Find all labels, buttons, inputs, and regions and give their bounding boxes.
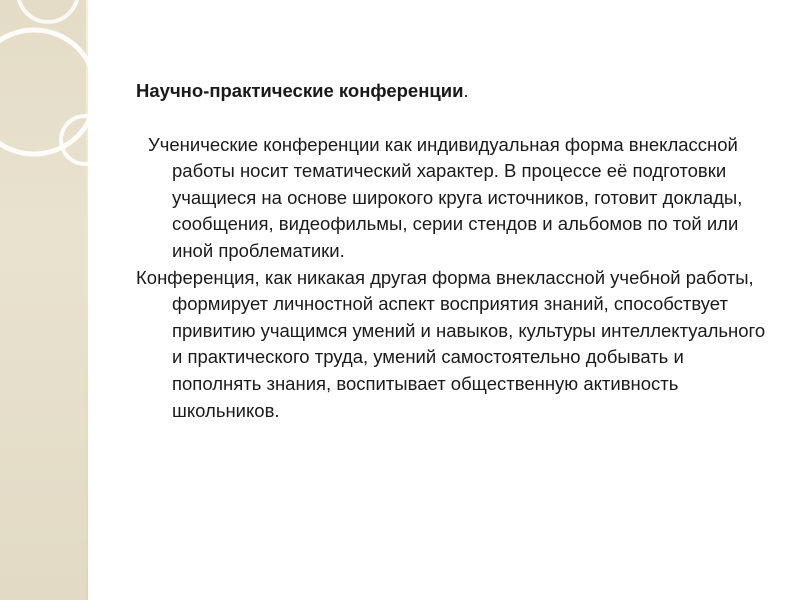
slide-title-period: . — [463, 80, 469, 101]
paragraph-student-conferences: Ученические конференции как индивидуальная форма внеклассной работы носит тематический характер. В процессе её подготовки учащиеся на основе широкого круга источников, готовит доклады, сообщения, видеофильмы, серии стендов и альбомов по той или иной проблематики. — [148, 133, 743, 261]
slide-title — [136, 78, 776, 105]
slide-title-text: Научно-практические конференции — [136, 80, 464, 101]
paragraph-conference-benefits: Конференция, как никакая другая форма внеклассной учебной работы, формирует личностной аспект восприятия знаний, способствует привитию учащимся умений и навыков, культуры интеллектуального и практического труда, умений самостоятельно добывать и пополнять знания, воспитывает общественную активность школьников. — [136, 266, 766, 421]
decorative-side-band — [0, 0, 88, 600]
side-band-edge — [86, 0, 88, 600]
slide-content — [136, 78, 776, 424]
